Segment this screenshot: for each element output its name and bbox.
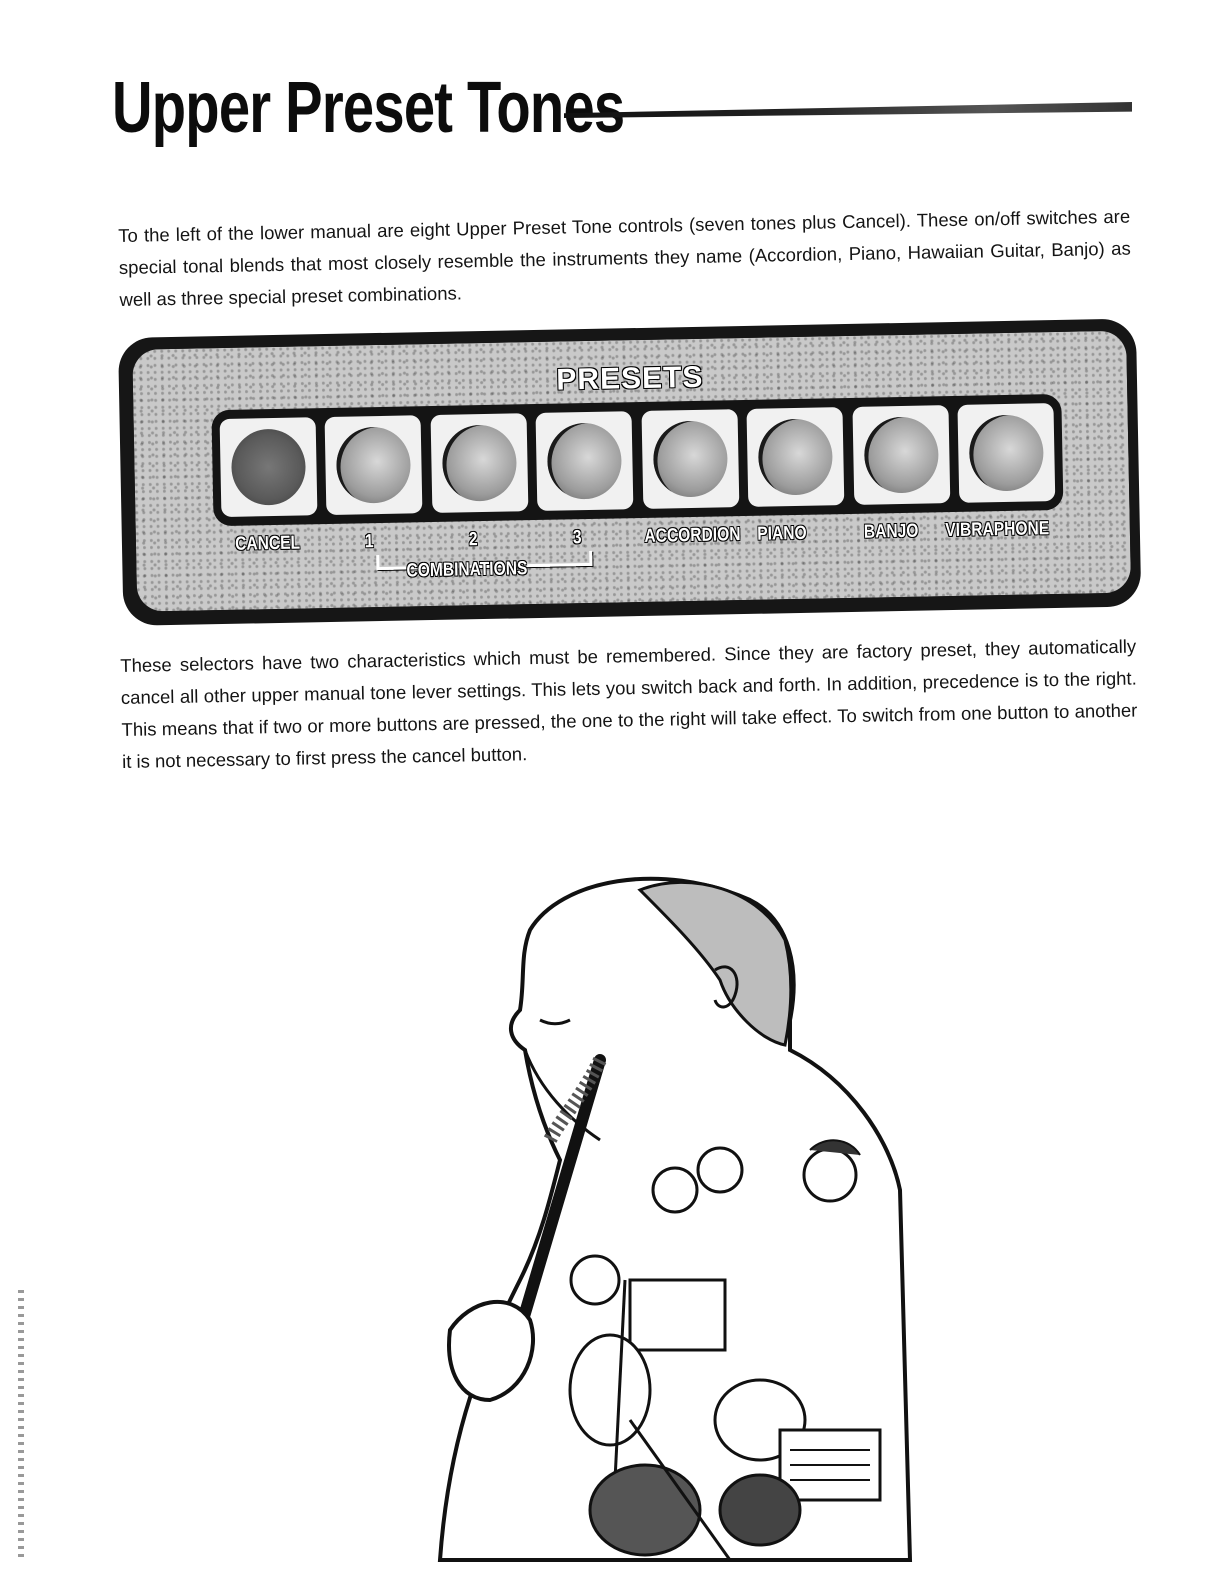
label-accordion: ACCORDION [644,524,741,547]
preset-button-banjo[interactable] [852,405,950,505]
combinations-group [376,551,597,587]
knob-icon [863,416,938,493]
knob-icon [231,428,306,505]
label-combination-2: 2 [468,529,478,551]
preset-button-combination-2[interactable] [430,413,528,513]
preset-button-vibraphone[interactable] [957,403,1055,503]
knob-icon [336,426,411,503]
knob-icon [442,424,517,501]
page-title: Upper Preset Tones [112,68,625,148]
presets-panel-face [132,331,1131,612]
label-cancel: CANCEL [234,532,301,555]
label-vibraphone: VIBRAPHONE [945,518,1050,542]
presets-panel [118,318,1141,625]
presets-heading: PRESETS [556,360,704,397]
preset-button-cancel[interactable] [220,417,318,517]
title-row [112,68,1132,148]
body-paragraph: These selectors have two characteristics which must be remembered. Since they are factory preset, they automatically cancel all other upper manual tone lever settings. This lets you switch back and forth. In addition, precedence is to the right. This means that if two or more buttons are pressed, the one to the right will take effect. To switch from one button to another it is not necessary to first press the cancel button. [120,635,1138,772]
label-banjo: BANJO [863,520,919,543]
intro-paragraph: To the left of the lower manual are eight Upper Preset Tone controls (seven tones plus Cancel). These on/off switches are special tonal blends that most closely resemble the instruments they name (Accordion, Piano, Hawaiian Guitar, Banjo) as well as three special preset combinations. [118,205,1131,310]
scan-margin-mark [18,1290,24,1560]
label-combination-3: 3 [572,527,582,549]
conductor-illustration [430,860,930,1580]
combinations-label: COMBINATIONS [406,558,528,582]
knob-icon [969,414,1044,491]
preset-button-strip [211,394,1063,526]
preset-button-combination-1[interactable] [325,415,423,515]
preset-button-combination-3[interactable] [536,411,634,511]
knob-icon [652,420,727,497]
title-rule [564,102,1132,118]
preset-button-accordion[interactable] [641,409,739,509]
knob-icon [758,418,833,495]
label-combination-1: 1 [364,531,374,553]
preset-button-piano[interactable] [747,407,845,507]
preset-button-labels [214,518,1064,564]
knob-icon [547,422,622,499]
label-piano: PIANO [757,522,807,545]
